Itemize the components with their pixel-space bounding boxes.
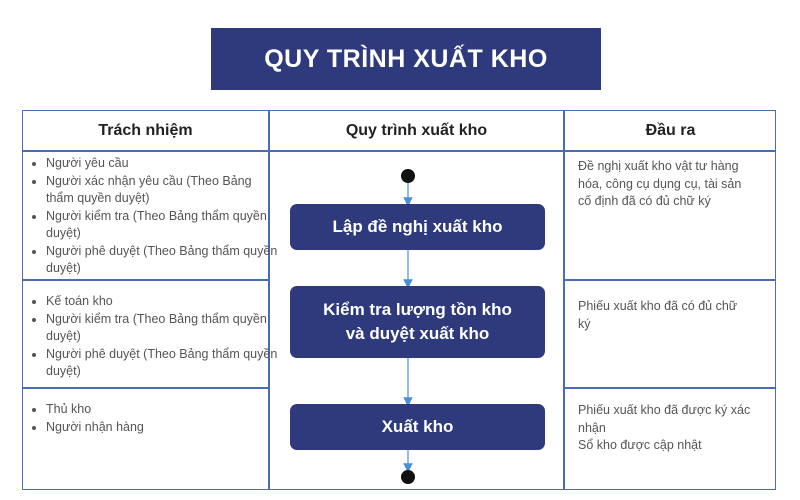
start-node-icon	[401, 169, 415, 183]
step-label: và duyệt xuất kho	[345, 324, 490, 343]
step-create-request	[290, 204, 545, 250]
step-check-inventory	[290, 286, 545, 358]
responsibility-item: • Người xác nhận yêu cầu (Theo Bảng thẩm quyền duyệt)	[46, 173, 281, 208]
responsibility-item: • Người nhận hàng	[46, 419, 281, 437]
output-line: Phiếu xuất kho đã có đủ chữ ký	[578, 299, 738, 331]
output-line: Sổ kho được cập nhật	[578, 438, 702, 452]
responsibility-item: • Người phê duyệt (Theo Bảng thẩm quyền duyệt)	[46, 346, 281, 381]
step-label: Lập đề nghị xuất kho	[332, 217, 503, 236]
step-issue-goods	[290, 404, 545, 450]
header-responsibility: Trách nhiệm	[98, 122, 193, 139]
end-node-icon	[401, 470, 415, 484]
responsibility-item: • Người yêu cầu	[46, 155, 281, 173]
output-line: Đề nghị xuất kho vật tư hàng hóa, công cụ dụng cụ, tài sản cố định đã có đủ chữ ký	[578, 159, 742, 208]
header-output: Đầu ra	[645, 122, 696, 139]
header-process: Quy trình xuất kho	[345, 122, 488, 139]
responsibility-item: • Người phê duyệt (Theo Bảng thẩm quyền duyệt)	[46, 243, 281, 278]
output-line: Phiếu xuất kho đã được ký xác nhận	[578, 403, 751, 435]
responsibility-item: • Người kiểm tra (Theo Bảng thẩm quyền duyệt)	[46, 311, 281, 346]
page-title: QUY TRÌNH XUẤT KHO	[211, 28, 601, 90]
responsibility-item: • Người kiểm tra (Theo Bảng thẩm quyền duyệt)	[46, 208, 281, 243]
responsibility-item: • Kế toán kho	[46, 293, 281, 311]
step-label: Xuất kho	[381, 417, 454, 436]
responsibility-item: • Thủ kho	[46, 401, 281, 419]
step-label: Kiểm tra lượng tồn kho	[323, 300, 512, 319]
